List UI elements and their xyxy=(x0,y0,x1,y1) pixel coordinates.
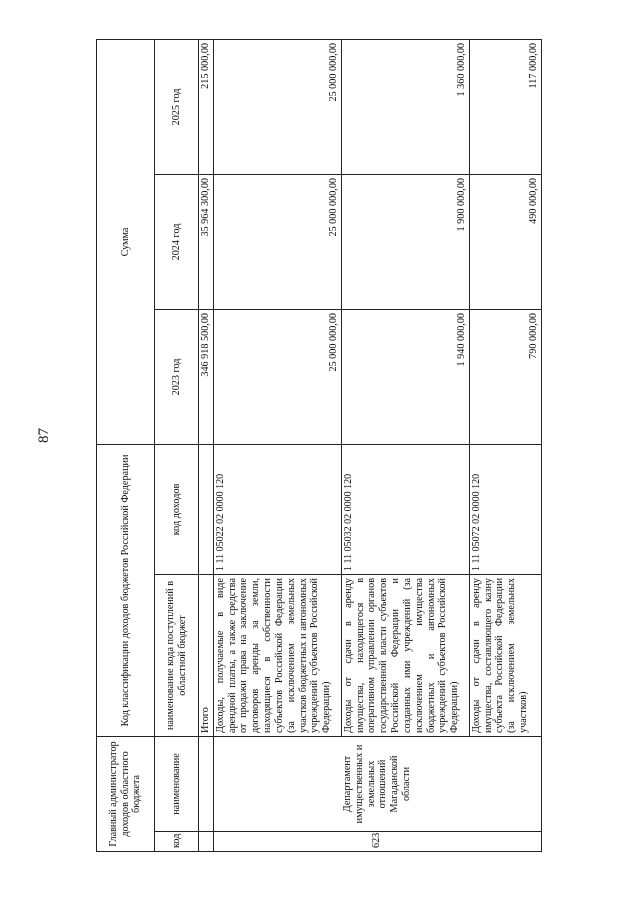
total-2025: 215 000,00 xyxy=(199,39,214,174)
total-row xyxy=(199,39,214,851)
admin-code: 623 xyxy=(213,832,541,852)
amount-2025: 25 000 000,00 xyxy=(213,39,341,174)
header-name: наименование xyxy=(155,736,199,831)
header-year-2023: 2023 год xyxy=(155,309,199,444)
amount-2024: 1 900 000,00 xyxy=(341,174,469,309)
header-code: код xyxy=(155,832,199,852)
amount-2024: 25 000 000,00 xyxy=(213,174,341,309)
revenue-code: 1 11 05022 02 0000 120 xyxy=(213,444,341,574)
budget-sheet xyxy=(96,40,540,852)
amount-2023: 1 940 000,00 xyxy=(341,309,469,444)
header-classification: Код классификации доходов бюджетов Российской Федерации xyxy=(97,444,155,736)
budget-table xyxy=(96,39,542,852)
amount-2025: 117 000,00 xyxy=(469,39,541,174)
revenue-name: Доходы от сдачи в аренду имущества, составляющего казну субъекта Российской Федерации (за исключением земельных участков) xyxy=(469,574,541,736)
table-row xyxy=(469,39,541,851)
total-2024: 35 964 300,00 xyxy=(199,174,214,309)
amount-2024: 490 000,00 xyxy=(469,174,541,309)
total-label: Итого xyxy=(199,574,214,736)
amount-2023: 25 000 000,00 xyxy=(213,309,341,444)
revenue-name: Доходы от сдачи в аренду имущества, находящегося в оперативном управлении органов государственной власти субъектов Российской Федерации и созданных ими учреждений (за исключением имущества бюджетных и автономных учреждений субъектов Российской Федерации) xyxy=(341,574,469,736)
header-revenue-name: наименование кода поступлений в областной бюджет xyxy=(155,574,199,736)
header-year-2025: 2025 год xyxy=(155,39,199,174)
revenue-code: 1 11 05032 02 0000 120 xyxy=(341,444,469,574)
admin-name: Департамент имущественных и земельных отношений Магаданской области xyxy=(213,736,541,831)
header-revenue-code: код доходов xyxy=(155,444,199,574)
table-row xyxy=(341,39,469,851)
amount-2023: 790 000,00 xyxy=(469,309,541,444)
total-2023: 346 918 500,00 xyxy=(199,309,214,444)
page-number: 87 xyxy=(36,428,52,443)
table-row xyxy=(213,39,341,851)
header-main-admin: Главный администратор доходов областного бюджета xyxy=(97,736,155,851)
revenue-name: Доходы, получаемые в виде арендной платы, а также средства от продажи права на заключение договоров аренды за земли, находящиеся в собственности субъектов Российской Федерации (за исключением земельных участков бюджетных и автономных учреждений субъектов Российской Федерации) xyxy=(213,574,341,736)
header-year-2024: 2024 год xyxy=(155,174,199,309)
amount-2025: 1 360 000,00 xyxy=(341,39,469,174)
revenue-code: 1 11 05072 02 0000 120 xyxy=(469,444,541,574)
header-sum: Сумма xyxy=(97,39,155,444)
